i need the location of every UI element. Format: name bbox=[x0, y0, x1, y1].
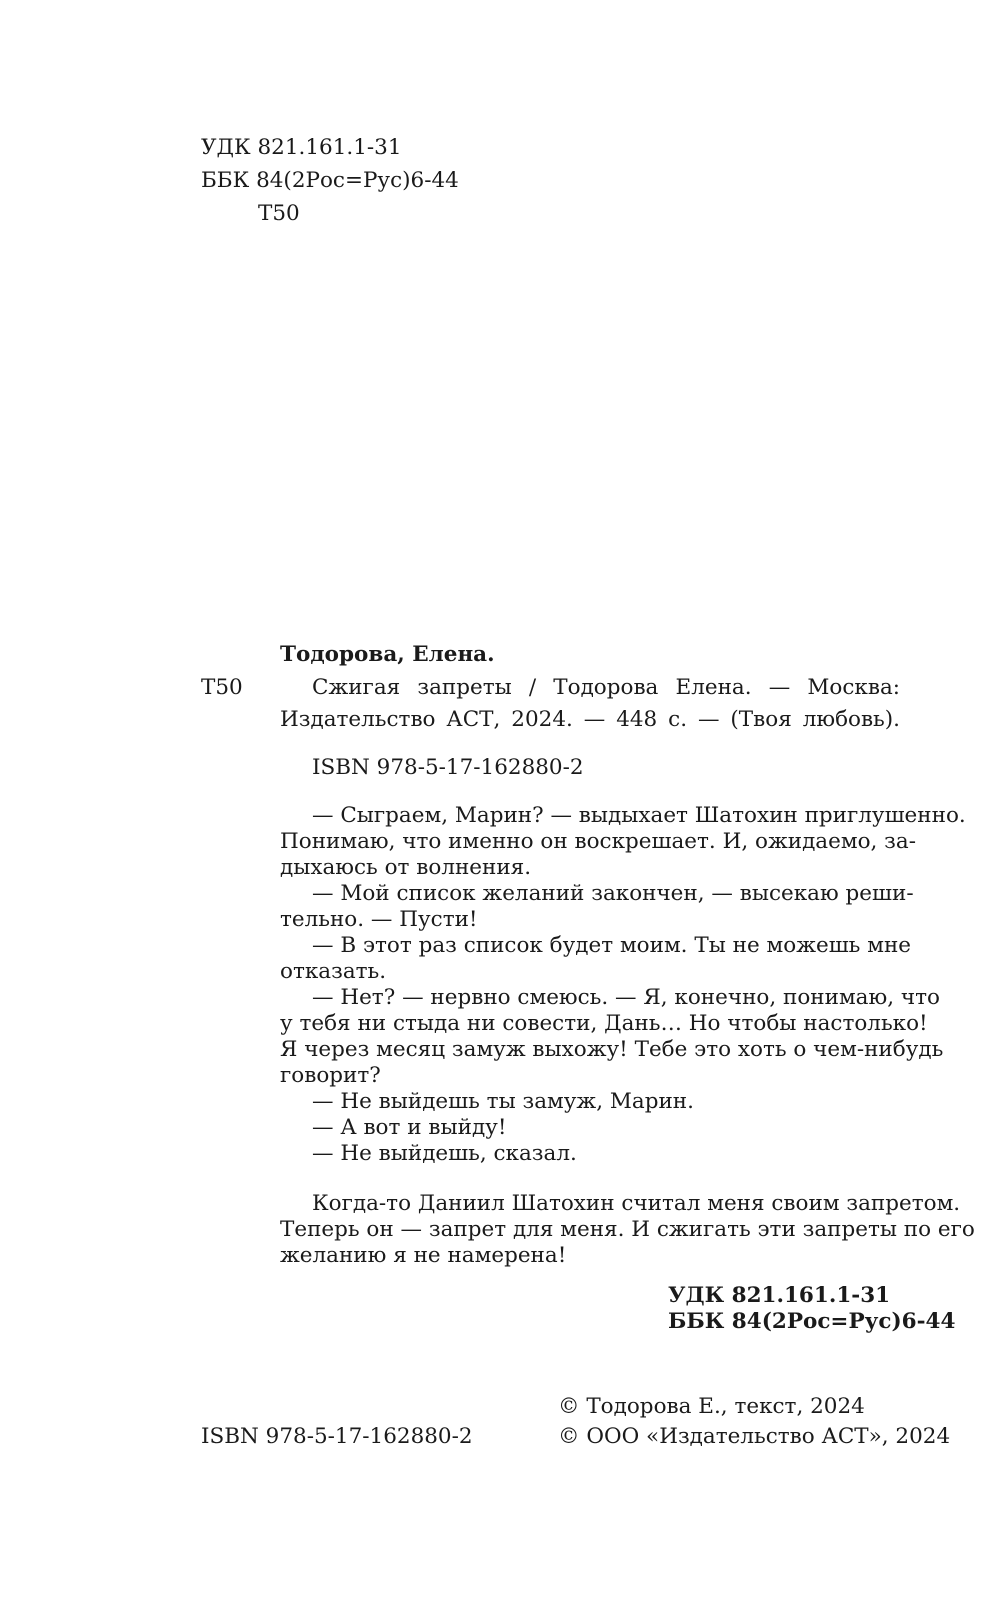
udk-code: УДК 821.161.1-31 bbox=[201, 135, 402, 160]
copyright-author: © Тодорова Е., текст, 2024 bbox=[558, 1394, 865, 1419]
annotation-line: — Мой список желаний закончен, — высекаю реши- bbox=[312, 881, 914, 906]
publisher-description-line: Издательство АСТ, 2024. — 448 с. — (Твоя любовь). bbox=[280, 707, 900, 732]
annotation-line: у тебя ни стыда ни совести, Дань… Но чтобы настолько! bbox=[280, 1011, 928, 1036]
annotation-line: тельно. — Пусти! bbox=[280, 907, 478, 932]
footer-isbn: ISBN 978-5-17-162880-2 bbox=[201, 1424, 473, 1449]
annotation-line: Я через месяц замуж выхожу! Тебе это хоть о чем-нибудь bbox=[280, 1037, 944, 1062]
annotation-line: — Сыграем, Марин? — выдыхает Шатохин приглушенно. bbox=[312, 803, 966, 828]
summary-line: Когда-то Даниил Шатохин считал меня своим запретом. bbox=[312, 1191, 961, 1216]
author-heading: Тодорова, Елена. bbox=[280, 642, 495, 667]
annotation-line: — Нет? — нервно смеюсь. — Я, конечно, понимаю, что bbox=[312, 985, 940, 1010]
annotation-line: отказать. bbox=[280, 959, 387, 984]
author-mark: Т50 bbox=[258, 201, 300, 226]
annotation-line: дыхаюсь от волнения. bbox=[280, 855, 532, 880]
title-description-line: Сжигая запреты / Тодорова Елена. — Москва: bbox=[312, 675, 900, 700]
annotation-line: — В этот раз список будет моим. Ты не можешь мне bbox=[312, 933, 911, 958]
annotation-line: говорит? bbox=[280, 1063, 381, 1088]
record-udk-code: УДК 821.161.1-31 bbox=[668, 1283, 891, 1308]
record-author-mark: Т50 bbox=[201, 675, 243, 700]
annotation-line: Понимаю, что именно он воскрешает. И, ожидаемо, за- bbox=[280, 829, 916, 854]
annotation-line: — А вот и выйду! bbox=[312, 1115, 507, 1140]
bbk-code: ББК 84(2Рос=Рус)6-44 bbox=[201, 168, 459, 193]
copyright-publisher: © ООО «Издательство АСТ», 2024 bbox=[558, 1424, 951, 1449]
annotation-line: — Не выйдешь, сказал. bbox=[312, 1141, 577, 1166]
record-isbn: ISBN 978-5-17-162880-2 bbox=[312, 755, 584, 780]
summary-line: желанию я не намерена! bbox=[280, 1243, 567, 1268]
record-bbk-code: ББК 84(2Рос=Рус)6-44 bbox=[668, 1309, 956, 1334]
summary-line: Теперь он — запрет для меня. И сжигать эти запреты по его bbox=[280, 1217, 975, 1242]
annotation-line: — Не выйдешь ты замуж, Марин. bbox=[312, 1089, 694, 1114]
